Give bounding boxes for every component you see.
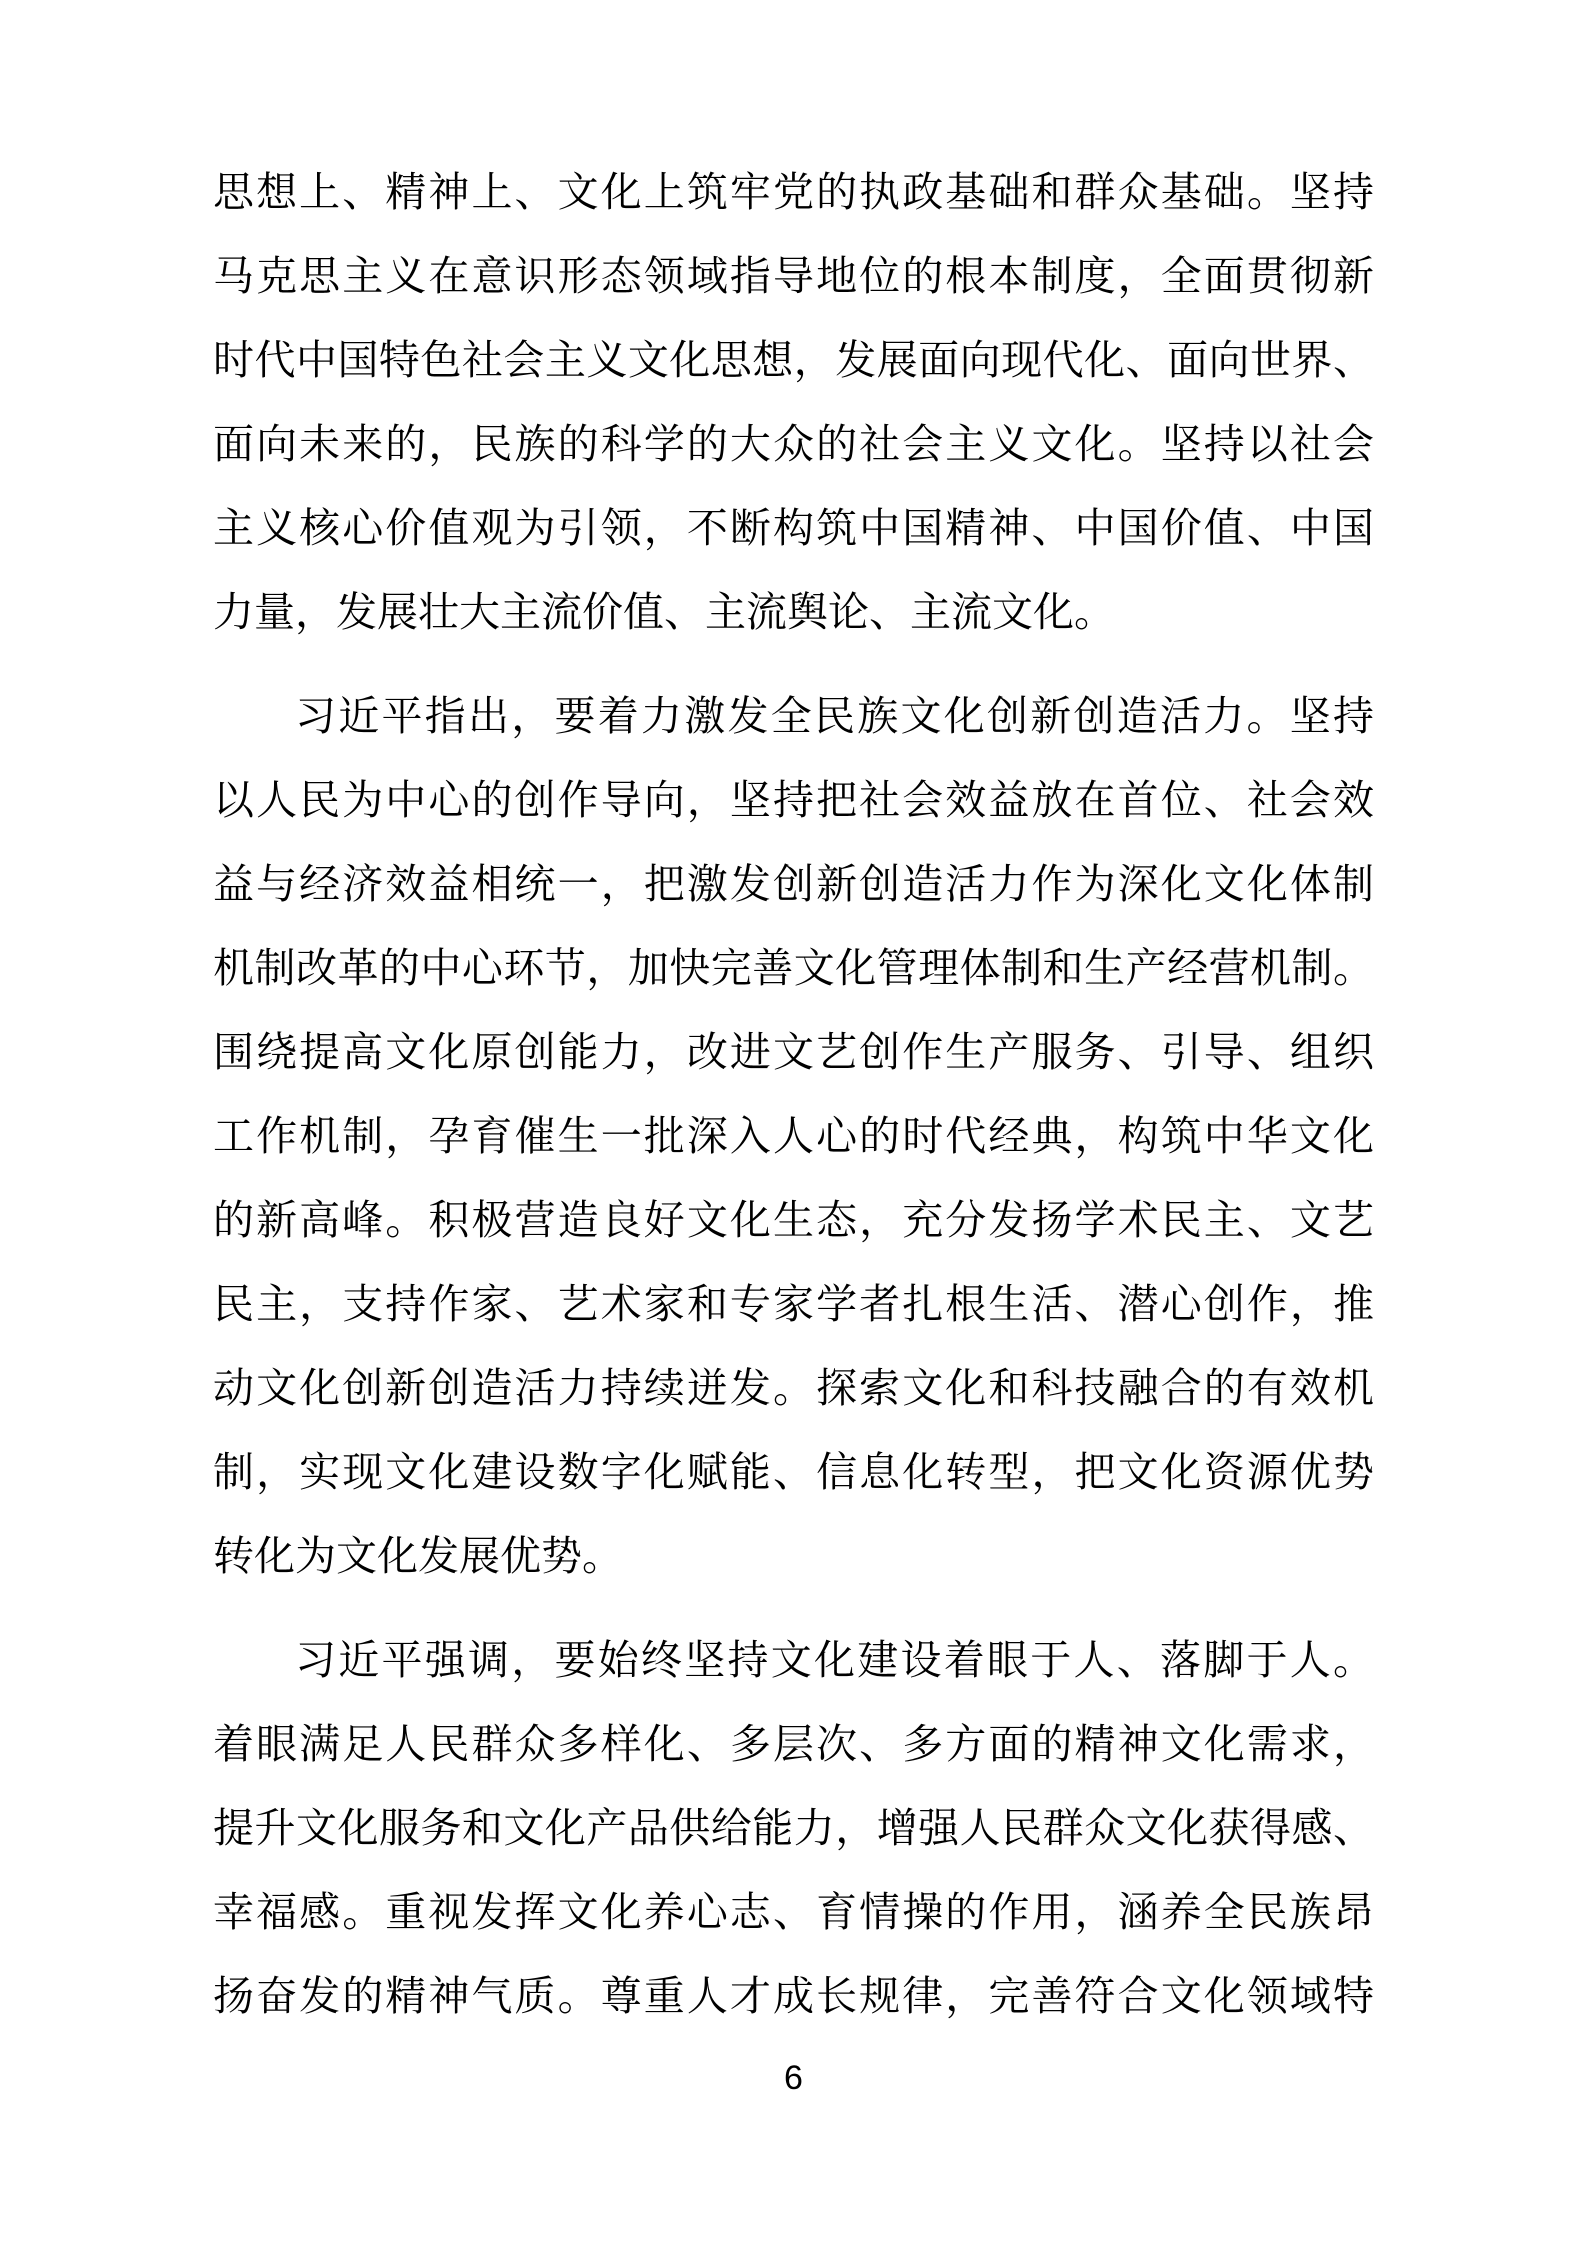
- text-line: 动文化创新创造活力持续迸发。探索文化和科技融合的有效机: [213, 1365, 1374, 1411]
- paragraph: [213, 150, 1374, 654]
- page-number: 6: [784, 2059, 803, 2097]
- text-line: 围绕提高文化原创能力，改进文艺创作生产服务、引导、组织: [213, 1029, 1374, 1075]
- paragraph: [213, 1618, 1374, 2038]
- text-line: 时代中国特色社会主义文化思想，发展面向现代化、面向世界、: [213, 337, 1374, 383]
- text-line: 思想上、精神上、文化上筑牢党的执政基础和群众基础。坚持: [213, 169, 1374, 215]
- text-line: 民主，支持作家、艺术家和专家学者扎根生活、潜心创作，推: [213, 1281, 1374, 1327]
- text-line: 机制改革的中心环节，加快完善文化管理体制和生产经营机制。: [213, 945, 1374, 991]
- text-line: 以人民为中心的创作导向，坚持把社会效益放在首位、社会效: [213, 777, 1374, 823]
- text-line: 着眼满足人民群众多样化、多层次、多方面的精神文化需求，: [213, 1721, 1374, 1767]
- text-line: 习近平指出，要着力激发全民族文化创新创造活力。坚持: [295, 693, 1374, 739]
- text-block: [213, 150, 1374, 2038]
- paragraph: [213, 674, 1374, 1598]
- text-line: 主义核心价值观为引领，不断构筑中国精神、中国价值、中国: [213, 505, 1374, 551]
- text-line: 工作机制，孕育催生一批深入人心的时代经典，构筑中华文化: [213, 1113, 1374, 1159]
- text-line: 益与经济效益相统一，把激发创新创造活力作为深化文化体制: [213, 861, 1374, 907]
- text-line: 幸福感。重视发挥文化养心志、育情操的作用，涵养全民族昂: [213, 1889, 1374, 1935]
- text-line: 力量，发展壮大主流价值、主流舆论、主流文化。: [213, 589, 1115, 635]
- text-line: 提升文化服务和文化产品供给能力，增强人民群众文化获得感、: [213, 1805, 1374, 1851]
- text-line: 马克思主义在意识形态领域指导地位的根本制度，全面贯彻新: [213, 253, 1374, 299]
- text-line: 转化为文化发展优势。: [213, 1533, 623, 1579]
- text-line: 的新高峰。积极营造良好文化生态，充分发扬学术民主、文艺: [213, 1197, 1374, 1243]
- text-line: 扬奋发的精神气质。尊重人才成长规律，完善符合文化领域特: [213, 1973, 1374, 2019]
- text-line: 制，实现文化建设数字化赋能、信息化转型，把文化资源优势: [213, 1449, 1374, 1495]
- text-line: 面向未来的，民族的科学的大众的社会主义文化。坚持以社会: [213, 421, 1374, 467]
- text-line: 习近平强调，要始终坚持文化建设着眼于人、落脚于人。: [295, 1637, 1374, 1683]
